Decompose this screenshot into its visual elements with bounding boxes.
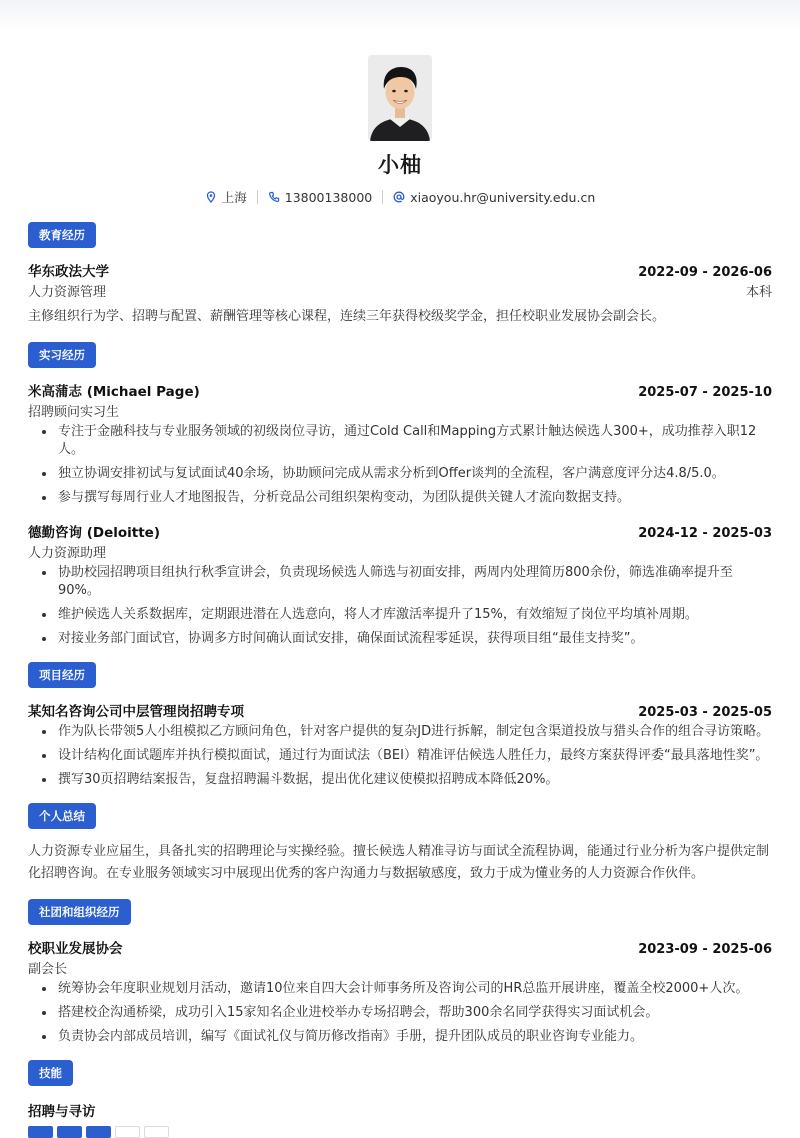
section-heading-skills: 技能 (28, 1060, 73, 1086)
bullet-list (28, 980, 772, 1046)
skill-level-segment (57, 1126, 82, 1138)
contact-phone (258, 190, 382, 205)
section-heading-summary: 个人总结 (28, 803, 96, 829)
skill-level-segment (86, 1126, 111, 1138)
location-pin-icon (205, 191, 217, 203)
list-item: • 设计结构化面试题库并执行模拟面试，通过行为面试法（BEI）精准评估候选人胜任力，最终方案获得评委“最具落地性奖”。 (56, 747, 772, 765)
club-role: 副会长 (28, 962, 68, 977)
section-heading-education: 教育经历 (28, 222, 96, 248)
contact-bar (28, 188, 772, 206)
email-text: xiaoyou.hr@university.edu.cn (410, 189, 596, 205)
phone-text: 13800138000 (284, 189, 373, 205)
education-description: 主修组织行为学、招聘与配置、薪酬管理等核心课程，连续三年获得校级奖学金，担任校职业发展协会副会长。 (28, 309, 666, 324)
skill-level-meter (28, 1126, 772, 1138)
list-item: • 对接业务部门面试官，协调多方时间确认面试安排，确保面试流程零延误，获得项目组“最佳支持奖”。 (56, 630, 772, 648)
job-role: 人力资源助理 (28, 546, 107, 561)
club-date: 2023-09 - 2025-06 (638, 942, 772, 957)
contact-location (195, 188, 257, 206)
list-item: • 负责协会内部成员培训，编写《面试礼仪与简历修改指南》手册，提升团队成员的职业咨询专业能力。 (56, 1028, 772, 1046)
profile-photo (368, 55, 432, 141)
education-entry (28, 260, 772, 328)
club-section (28, 899, 772, 1046)
contact-email (383, 190, 605, 205)
skill-name: 招聘与寻访 (28, 1104, 96, 1120)
internship-section (28, 342, 772, 648)
company-name: 米高蒲志 (Michael Page) (28, 384, 200, 400)
internship-date: 2024-12 - 2025-03 (638, 526, 772, 541)
internship-entry (28, 521, 772, 648)
skills-section (28, 1060, 772, 1138)
summary-text: 人力资源专业应届生，具备扎实的招聘理论与实操经验。擅长候选人精准寻访与面试全流程协调，能通过行业分析为客户提供定制化招聘咨询。在专业服务领域实习中展现出优秀的客户沟通力与数据敏感度，致力于成为懂业务的人力资源合作伙伴。 (28, 844, 770, 881)
at-sign-icon (393, 191, 405, 203)
skill-level-segment (115, 1126, 140, 1138)
summary-section (28, 803, 772, 885)
section-heading-club: 社团和组织经历 (28, 899, 131, 925)
list-item: • 协助校园招聘项目组执行秋季宣讲会，负责现场候选人筛选与初面安排，两周内处理简历800余份，筛选准确率提升至90%。 (56, 564, 772, 600)
skill-level-segment (144, 1126, 169, 1138)
candidate-name: 小柚 (378, 153, 422, 177)
list-item: • 维护候选人关系数据库，定期跟进潜在人选意向，将人才库激活率提升了15%，有效缩短了岗位平均填补周期。 (56, 606, 772, 624)
job-role: 招聘顾问实习生 (28, 405, 120, 420)
internship-date: 2025-07 - 2025-10 (638, 385, 772, 400)
bullet-list (28, 423, 772, 507)
resume-header (28, 0, 772, 206)
list-item: • 撰写30页招聘结案报告，复盘招聘漏斗数据，提出优化建议使模拟招聘成本降低20%。 (56, 771, 772, 789)
skill-item (28, 1100, 772, 1138)
degree: 本科 (745, 285, 772, 300)
club-entry (28, 937, 772, 1046)
list-item: • 独立协调安排初试与复试面试40余场，协助顾问完成从需求分析到Offer谈判的全流程，客户满意度评分达4.8/5.0。 (56, 465, 772, 483)
project-section (28, 662, 772, 789)
bullet-list (28, 564, 772, 648)
bullet-list (28, 723, 772, 789)
major: 人力资源管理 (28, 285, 107, 300)
list-item: • 统筹协会年度职业规划月活动，邀请10位来自四大会计师事务所及咨询公司的HR总监开展讲座，覆盖全校2000+人次。 (56, 980, 772, 998)
company-name: 德勤咨询 (Deloitte) (28, 525, 160, 541)
list-item: • 专注于金融科技与专业服务领域的初级岗位寻访，通过Cold Call和Mapping方式累计触达候选人300+，成功推荐入职12人。 (56, 423, 772, 459)
list-item: • 参与撰写每周行业人才地图报告，分析竞品公司组织架构变动，为团队提供关键人才流向数据支持。 (56, 489, 772, 507)
list-item: • 作为队长带领5人小组模拟乙方顾问角色，针对客户提供的复杂JD进行拆解，制定包含渠道投放与猎头合作的组合寻访策略。 (56, 723, 772, 741)
project-date: 2025-03 - 2025-05 (638, 705, 772, 720)
school-name: 华东政法大学 (28, 264, 109, 280)
location-text: 上海 (221, 190, 247, 205)
internship-entry (28, 380, 772, 507)
project-entry (28, 700, 772, 789)
list-item: • 搭建校企沟通桥梁，成功引入15家知名企业进校举办专场招聘会，帮助300余名同学获得实习面试机会。 (56, 1004, 772, 1022)
education-date: 2022-09 - 2026-06 (638, 265, 772, 280)
skill-level-segment (28, 1126, 53, 1138)
organization-name: 校职业发展协会 (28, 941, 123, 957)
phone-icon (268, 191, 280, 203)
project-name: 某知名咨询公司中层管理岗招聘专项 (28, 704, 244, 720)
section-heading-internship: 实习经历 (28, 342, 96, 368)
section-heading-project: 项目经历 (28, 662, 96, 688)
education-section (28, 222, 772, 328)
